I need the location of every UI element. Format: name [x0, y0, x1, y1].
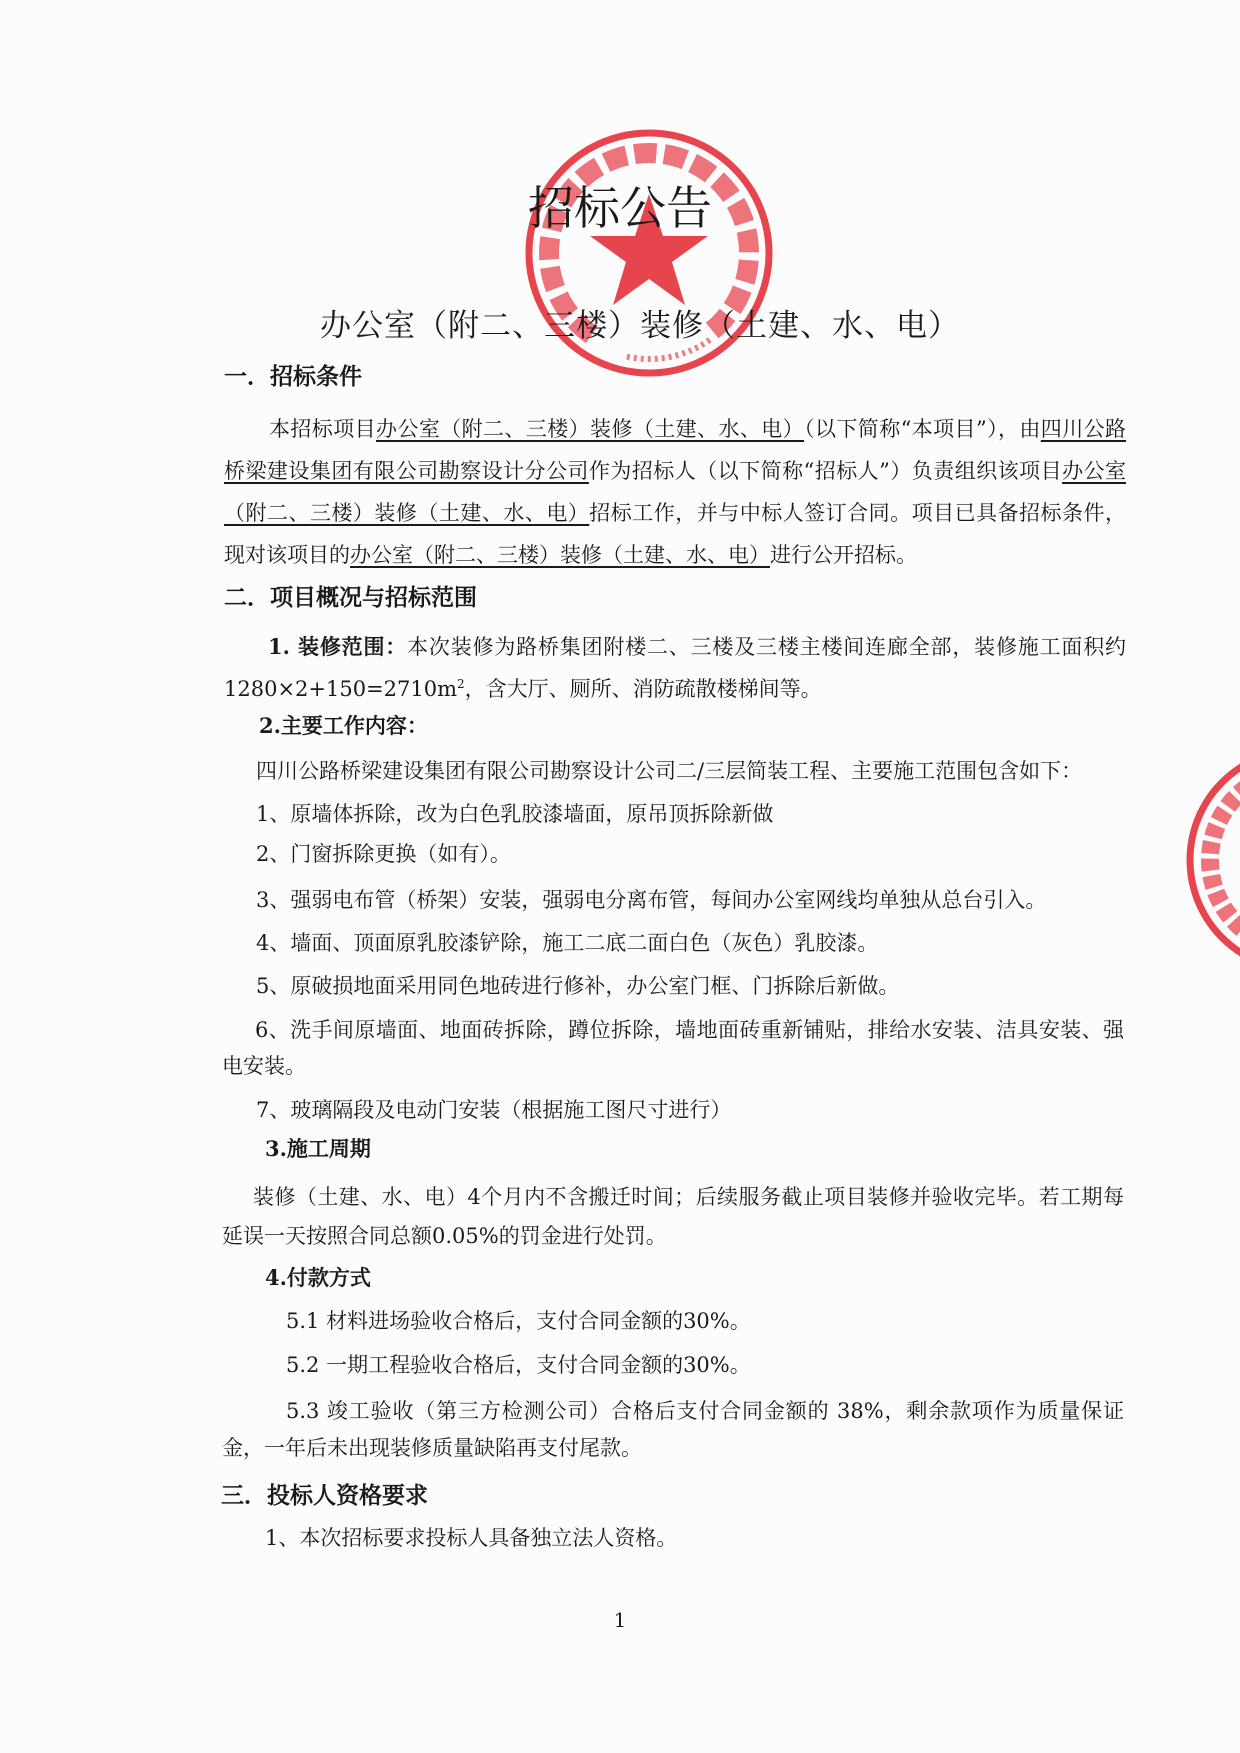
company-seal-partial [1180, 740, 1240, 980]
work-item: 6、洗手间原墙面、地面砖拆除，蹲位拆除，墙地面砖重新铺贴，排给水安装、洁具安装、强电安装。 [222, 1018, 1124, 1078]
work-label: 2.主要工作内容： [259, 713, 428, 738]
tender-conditions-paragraph [224, 408, 1126, 576]
section1-heading: 一．招标条件 [224, 364, 362, 390]
work-item: 4、墙面、顶面原乳胶漆铲除，施工二底二面白色（灰色）乳胶漆。 [256, 931, 879, 955]
project-name: 办公室（附二、三楼）装修（土建、水、电） [350, 543, 770, 567]
text-segment: 招标工作，并与中标人签订合同。项目已具备招标条件，现对该项目的 [224, 501, 1127, 567]
payment-item: 5.3 竣工验收（第三方检测公司）合格后支付合同金额的 38%，剩余款项作为质量保证金，一年后未出现装修质量缺陷再支付尾款。 [222, 1399, 1124, 1460]
work-item: 3、强弱电布管（桥架）安装，强弱电分离布管，每间办公室网线均单独从总台引入。 [256, 888, 1047, 912]
work-item: 7、玻璃隔段及电动门安装（根据施工图尺寸进行） [256, 1098, 732, 1122]
period-label: 3.施工周期 [265, 1136, 371, 1161]
scope-label: 1. 装修范围： [268, 634, 408, 659]
period-text: 装修（土建、水、电）4个月内不含搬迁时间；后续服务截止项目装修并验收完毕。若工期每延误一天按照合同总额0.05%的罚金进行处罚。 [222, 1185, 1124, 1248]
work-item: 2、门窗拆除更换（如有）。 [256, 842, 511, 866]
payment-label: 4.付款方式 [265, 1265, 371, 1290]
work-intro: 四川公路桥梁建设集团有限公司勘察设计公司二/三层简装工程、主要施工范围包含如下： [256, 759, 1083, 783]
page-number: 1 [613, 1608, 627, 1632]
tenderer-name: 四川公路桥梁建设集团有限公司勘察设计分公司 [224, 417, 1127, 483]
payment-item: 5.2 一期工程验收合格后，支付合同金额的30%。 [286, 1353, 751, 1377]
text-segment: 作为招标人（以下简称“招标人”）负责组织该项目 [588, 459, 1063, 483]
scope-paragraph [224, 628, 1126, 708]
text-segment: 进行公开招标。 [770, 543, 917, 567]
section2-heading: 二．项目概况与招标范围 [224, 585, 477, 611]
page-title: 招标公告 [528, 181, 712, 235]
scope-tail: ，含大厅、厕所、消防疏散楼梯间等。 [464, 677, 822, 701]
project-name: 办公室（附二、三楼）装修（土建、水、电） [376, 417, 805, 441]
text-segment: 本招标项目 [269, 417, 377, 441]
qualification-item: 1、本次招标要求投标人具备独立法人资格。 [265, 1526, 678, 1550]
scope-text: 本次装修为路桥集团附楼二、三楼及三楼主楼间连廊全部，装修施工面积约1280×2+150=2710m [224, 635, 1126, 701]
project-name: 办公室（附二、三楼）装修（土建、水、电） [224, 459, 1127, 525]
section3-heading: 三．投标人资格要求 [221, 1483, 428, 1509]
project-subtitle: 办公室（附二、三楼）装修（土建、水、电） [320, 308, 960, 344]
scope-sup: 2 [457, 677, 465, 691]
text-segment: （以下简称“本项目”），由 [804, 417, 1041, 441]
work-item: 1、原墙体拆除，改为白色乳胶漆墙面，原吊顶拆除新做 [256, 802, 774, 826]
payment-item: 5.1 材料进场验收合格后，支付合同金额的30%。 [286, 1309, 751, 1333]
work-item: 5、原破损地面采用同色地砖进行修补，办公室门框、门拆除后新做。 [256, 974, 900, 998]
